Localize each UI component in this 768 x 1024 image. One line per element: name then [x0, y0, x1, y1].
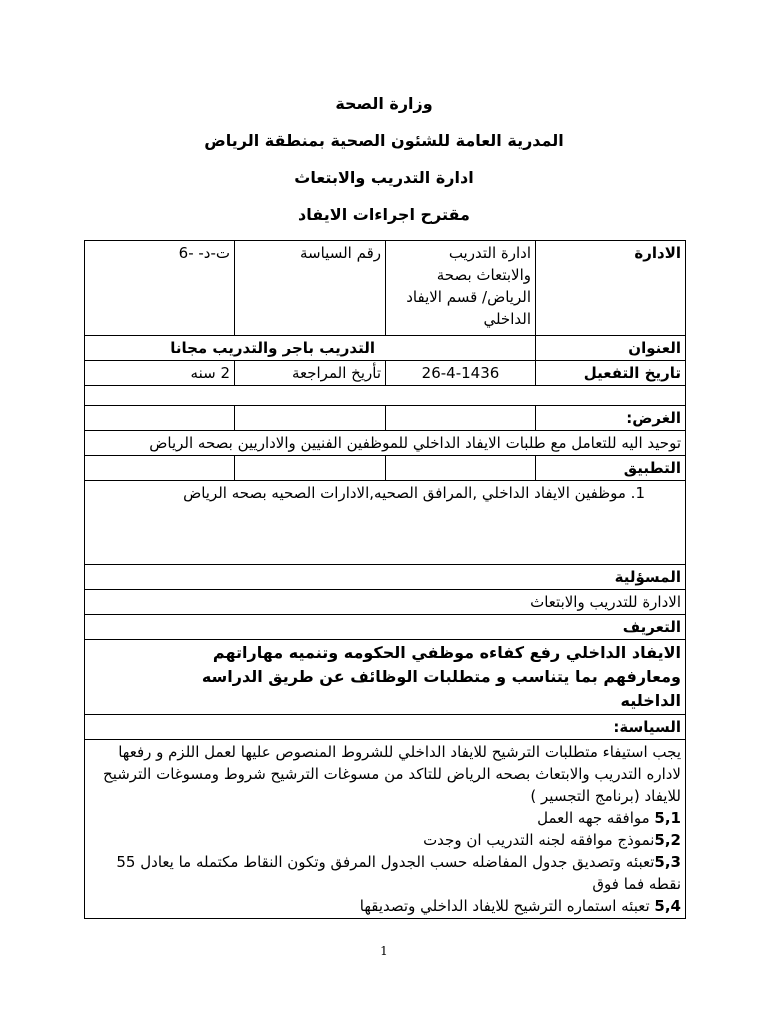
responsibility-label: المسؤلية: [85, 565, 686, 590]
purpose-label: الغرض:: [536, 406, 686, 431]
policy-label: السياسة:: [85, 715, 686, 740]
purpose-text: توحيد اليه للتعامل مع طلبات الايفاد الداخلي للموظفين الفنيين والاداريين بصحه الرياض: [85, 431, 686, 456]
policy-number-value: ت-د- -6: [85, 241, 235, 336]
definition-text: الايفاد الداخلي رفع كفاءه موظفي الحكومه وتنميه مهاراتهم ومعارفهم بما يتناسب و متطلبات الوظائف عن طريق الدراسه الداخليه: [85, 640, 686, 715]
title-label: العنوان: [536, 336, 686, 361]
policy-table: [84, 240, 686, 919]
dept-label: الادارة: [536, 241, 686, 336]
policy-number-label: رقم السياسة: [235, 241, 386, 336]
activation-date-value: 26-4-1436: [386, 361, 536, 386]
definition-label: التعريف: [85, 615, 686, 640]
responsibility-text: الادارة للتدريب والابتعاث: [85, 590, 686, 615]
review-date-label: تأريخ المراجعة: [235, 361, 386, 386]
policy-item: 5,4 تعبئه استماره الترشيح للايفاد الداخلي وتصديقها: [359, 897, 681, 915]
ministry-title: وزارة الصحة: [335, 94, 433, 113]
policy-item: 5,1 موافقه جهه العمل: [537, 809, 681, 827]
application-label: التطبيق: [536, 456, 686, 481]
activation-date-label: تاريخ التفعيل: [536, 361, 686, 386]
dept-value: ادارة التدريب والابتعاث بصحة الرياض/ قسم الايفاد الداخلي: [386, 241, 536, 336]
document-title: مقترح اجراءات الايفاد: [298, 205, 470, 224]
spacer-row: [85, 386, 686, 406]
title-value: التدريب باجر والتدريب مجانا: [85, 336, 536, 361]
review-date-value: 2 سنه: [85, 361, 235, 386]
policy-intro: يجب استيفاء متطلبات الترشيح للايفاد الداخلي للشروط المنصوص عليها لعمل اللزم و رفعها لاداره التدريب والابتعاث بصحه الرياض للتاكد من مسوغات الترشيح شروط ومسوغات الترشيح للايفاد (برنامج التجسير ): [103, 743, 681, 805]
policy-item: 5,3تعبئه وتصديق جدول المفاضله حسب الجدول المرفق وتكون النقاط مكتمله ما يعادل 55 نقطه فما فوق: [116, 853, 681, 893]
department-title: ادارة التدريب والابتعاث: [294, 168, 474, 187]
policy-item: 5,2نموذج موافقه لجنه التدريب ان وجدت: [423, 831, 681, 849]
application-text: 1. موظفين الايفاد الداخلي ,المرافق الصحيه,الادارات الصحيه بصحه الرياض: [85, 481, 686, 565]
directorate-title: المدرية العامة للشئون الصحية بمنطقة الرياض: [204, 131, 564, 150]
policy-body: [85, 740, 686, 919]
page-number: 1: [380, 944, 388, 958]
